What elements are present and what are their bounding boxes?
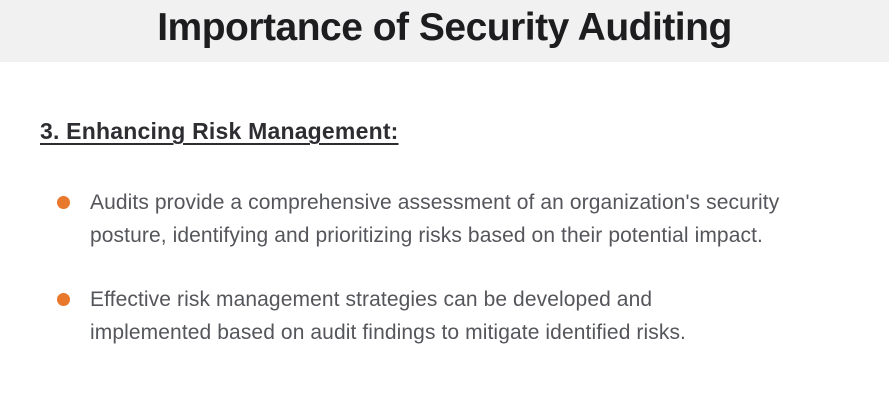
slide-content — [0, 116, 889, 349]
bullet-list — [40, 186, 849, 349]
bullet-text-line: posture, identifying and prioritizing risks based on their potential impact. — [90, 224, 763, 247]
bullet-dot-icon — [57, 293, 70, 306]
slide-title: Importance of Security Auditing — [157, 6, 732, 49]
slide-title-bar — [0, 0, 889, 62]
bullet-text — [90, 186, 779, 252]
bullet-text-line: Effective risk management strategies can be developed and — [90, 288, 653, 311]
bullet-text-line: implemented based on audit findings to mitigate identified risks. — [90, 321, 686, 344]
bullet-text-line: Audits provide a comprehensive assessment of an organization's security — [90, 191, 780, 214]
bullet-dot-icon — [57, 196, 70, 209]
section-heading: 3. Enhancing Risk Management: — [40, 118, 399, 144]
bullet-item — [40, 283, 849, 349]
bullet-text — [90, 283, 686, 349]
bullet-item — [40, 186, 849, 252]
